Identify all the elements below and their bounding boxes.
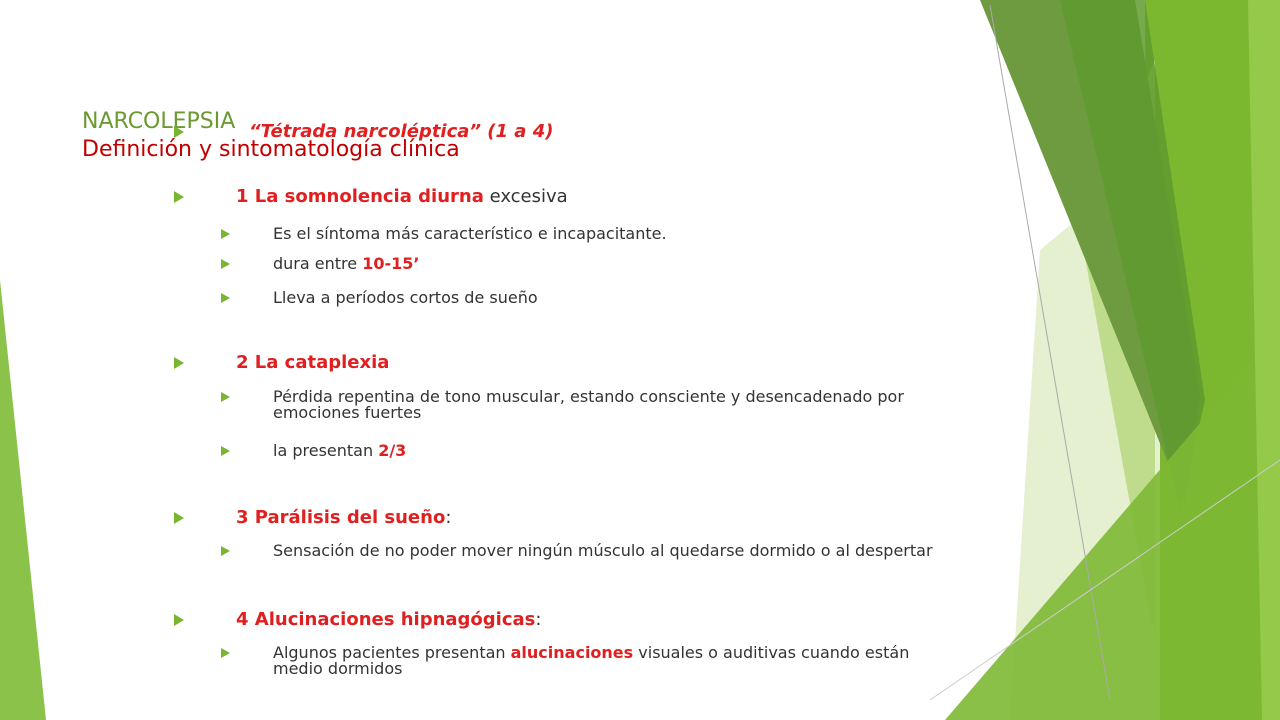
right-triangle-icon <box>174 614 184 626</box>
bullet-text: 4 Alucinaciones hipnagógicas: <box>236 609 542 630</box>
right-triangle-icon <box>174 191 184 203</box>
title-line-2: Definición y sintomatología clínica <box>82 137 460 162</box>
bullet-text: 2 La cataplexia <box>236 352 390 373</box>
subbullet-text: la presentan 2/3 <box>273 441 407 460</box>
subbullet-text: Sensación de no poder mover ningún músculo al quedarse dormido o al despertar <box>273 541 933 560</box>
right-triangle-icon <box>221 392 230 402</box>
bullet-text: 1 La somnolencia diurna excesiva <box>236 186 568 207</box>
right-triangle-icon <box>221 546 230 556</box>
subbullet-text: Lleva a períodos cortos de sueño <box>273 288 538 307</box>
right-triangle-icon <box>221 229 230 239</box>
subbullet-text: Pérdida repentina de tono muscular, estando consciente y desencadenado por emociones fuertes <box>273 387 904 422</box>
overlay-text: “Tétrada narcoléptica” (1 a 4) <box>249 121 554 142</box>
left-edge-triangle <box>0 280 46 720</box>
title-line-1: NARCOLEPSIA <box>82 109 236 134</box>
subbullet-text: Es el síntoma más característico e incapacitante. <box>273 224 667 243</box>
right-triangle-icon <box>174 357 184 369</box>
subbullet-text: Algunos pacientes presentan alucinaciones visuales o auditivas cuando están medio dormidos <box>273 643 910 678</box>
subbullet-text: dura entre 10-15’ <box>273 254 420 273</box>
bullet-text: 3 Parálisis del sueño: <box>236 507 452 528</box>
right-triangle-icon <box>221 446 230 456</box>
right-triangle-icon <box>174 512 184 524</box>
right-triangle-icon <box>221 259 230 269</box>
right-triangle-icon <box>174 126 184 138</box>
right-triangle-icon <box>221 648 230 658</box>
right-triangle-icon <box>221 293 230 303</box>
